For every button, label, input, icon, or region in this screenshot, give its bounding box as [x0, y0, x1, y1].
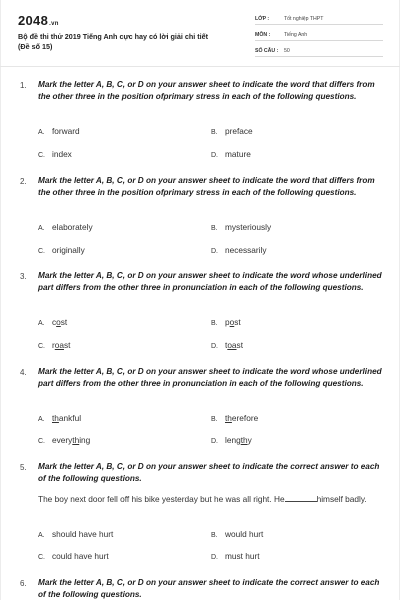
title-line-2: (Đề số 15) [18, 41, 53, 51]
question-5-option-b[interactable]: B. would hurt [211, 529, 264, 539]
meta-grade: LỚP : Tốt nghiệp THPT [255, 12, 383, 25]
question-3-option-b[interactable]: B. post [211, 317, 241, 327]
question-2-prompt: Mark the letter A, B, C, or D on your answer sheet to indicate the word that differs from the other three in the position ofprimary stress in each of the following questions. [38, 176, 375, 197]
question-2-option-d[interactable]: D. necessarily [211, 245, 267, 255]
question-2-option-b[interactable]: B. mysteriously [211, 222, 272, 232]
worksheet-header [0, 0, 400, 66]
question-4-prompt: Mark the letter A, B, C, or D on your answer sheet to indicate the word whose underlined part differs from the other three in pronunciation in each of the following questions. [38, 367, 382, 388]
question-5-option-a[interactable]: A. should have hurt [38, 529, 114, 539]
meta-subject: MÔN : Tiếng Anh [255, 28, 383, 41]
site-logo[interactable]: 2048.vn [18, 13, 59, 28]
question-3-prompt: Mark the letter A, B, C, or D on your answer sheet to indicate the word whose underlined part differs from the other three in pronunciation in each of the following questions. [38, 271, 382, 292]
question-4-option-d[interactable]: D. lengthy [211, 435, 252, 445]
question-3-option-d[interactable]: D. toast [211, 340, 244, 350]
question-4-option-c[interactable]: C. everything [38, 435, 91, 445]
question-3-option-a[interactable]: A. cost [38, 317, 68, 327]
meta-question-count: SỐ CÂU : 50 [255, 44, 383, 57]
question-1-prompt: Mark the letter A, B, C, or D on your answer sheet to indicate the word that differs from the other three in the position ofprimary stress in each of the following questions. [38, 80, 375, 101]
question-1-option-a[interactable]: A. forward [38, 126, 80, 136]
question-1-option-d[interactable]: D. mature [211, 149, 251, 159]
question-5-option-d[interactable]: D. must hurt [211, 551, 260, 561]
question-5-prompt: Mark the letter A, B, C, or D on your answer sheet to indicate the correct answer to each of the following questions. [38, 462, 380, 483]
header-divider [0, 66, 400, 67]
question-1-option-b[interactable]: B. preface [211, 126, 253, 136]
question-4-option-b[interactable]: B. therefore [211, 413, 259, 423]
question-3-option-c[interactable]: C. roast [38, 340, 71, 350]
question-6-prompt: Mark the letter A, B, C, or D on your answer sheet to indicate the correct answer to each of the following questions. [38, 578, 380, 599]
question-2-option-c[interactable]: C. originally [38, 245, 85, 255]
question-5-option-c[interactable]: C. could have hurt [38, 551, 109, 561]
answer-blank [285, 494, 317, 502]
question-2-option-a[interactable]: A. elaborately [38, 222, 93, 232]
question-5-sentence: The boy next door fell off his bike yesterday but he was all right. He himself badly. [38, 494, 367, 504]
title-line-1: Bộ đề thi thử 2019 Tiếng Anh cực hay có lời giải chi tiết [18, 32, 209, 41]
question-1-option-c[interactable]: C. index [38, 149, 72, 159]
worksheet-title [18, 32, 228, 51]
question-4-option-a[interactable]: A. thankful [38, 413, 82, 423]
